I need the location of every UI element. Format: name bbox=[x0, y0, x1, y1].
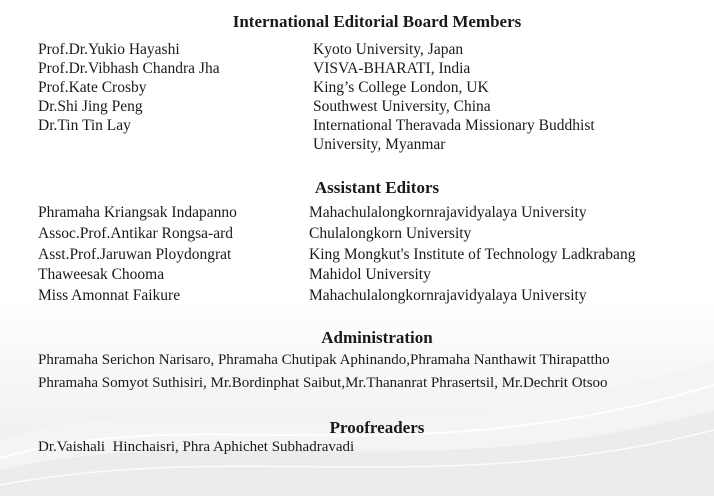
proofreaders-line: Dr.Vaishali Hinchaisri, Phra Aphichet Subhadravadi bbox=[38, 439, 355, 455]
member-name: Prof.Dr.Yukio Hayashi bbox=[38, 41, 180, 58]
member-name: Dr.Shi Jing Peng bbox=[38, 98, 143, 115]
member-affiliation: International Theravada Missionary Buddhist bbox=[313, 117, 595, 134]
member-name: Dr.Tin Tin Lay bbox=[38, 117, 131, 134]
editor-name: Assoc.Prof.Antikar Rongsa-ard bbox=[38, 225, 234, 242]
member-affiliation: Southwest University, China bbox=[313, 98, 491, 115]
administration-heading: Administration bbox=[321, 328, 433, 347]
administration-line: Phramaha Somyot Suthisiri, Mr.Bordinphat Saibut,Mr.Thananrat Phrasertsil, Mr.Dechrit Otsoo bbox=[38, 375, 608, 391]
editor-affiliation: Mahidol University bbox=[309, 266, 431, 283]
international-member-row bbox=[38, 116, 688, 156]
member-affiliation: Kyoto University, Japan bbox=[313, 41, 464, 58]
editor-name: Phramaha Kriangsak Indapanno bbox=[38, 204, 237, 221]
administration-line: Phramaha Serichon Narisaro, Phramaha Chutipak Aphinando,Phramaha Nanthawit Thirapattho bbox=[38, 352, 610, 368]
editor-name: Asst.Prof.Jaruwan Ploydongrat bbox=[38, 246, 232, 263]
member-affiliation: VISVA-BHARATI, India bbox=[313, 60, 471, 77]
assistant-editors-heading: Assistant Editors bbox=[314, 178, 440, 197]
editor-affiliation: Chulalongkorn University bbox=[309, 225, 472, 242]
member-name: Prof.Kate Crosby bbox=[38, 79, 147, 96]
editor-affiliation: Mahachulalongkornrajavidyalaya University bbox=[309, 204, 587, 221]
editor-affiliation: King Mongkut's Institute of Technology Ladkrabang bbox=[309, 246, 636, 263]
editor-affiliation: Mahachulalongkornrajavidyalaya University bbox=[309, 287, 587, 304]
editor-name: Thaweesak Chooma bbox=[38, 266, 165, 283]
member-name: Prof.Dr.Vibhash Chandra Jha bbox=[38, 60, 220, 77]
proofreaders-heading: Proofreaders bbox=[329, 418, 425, 437]
member-affiliation: King’s College London, UK bbox=[313, 79, 489, 96]
international-board-heading: International Editorial Board Members bbox=[232, 12, 522, 31]
member-affiliation-continued: University, Myanmar bbox=[313, 136, 446, 153]
editor-name: Miss Amonnat Faikure bbox=[38, 287, 181, 304]
